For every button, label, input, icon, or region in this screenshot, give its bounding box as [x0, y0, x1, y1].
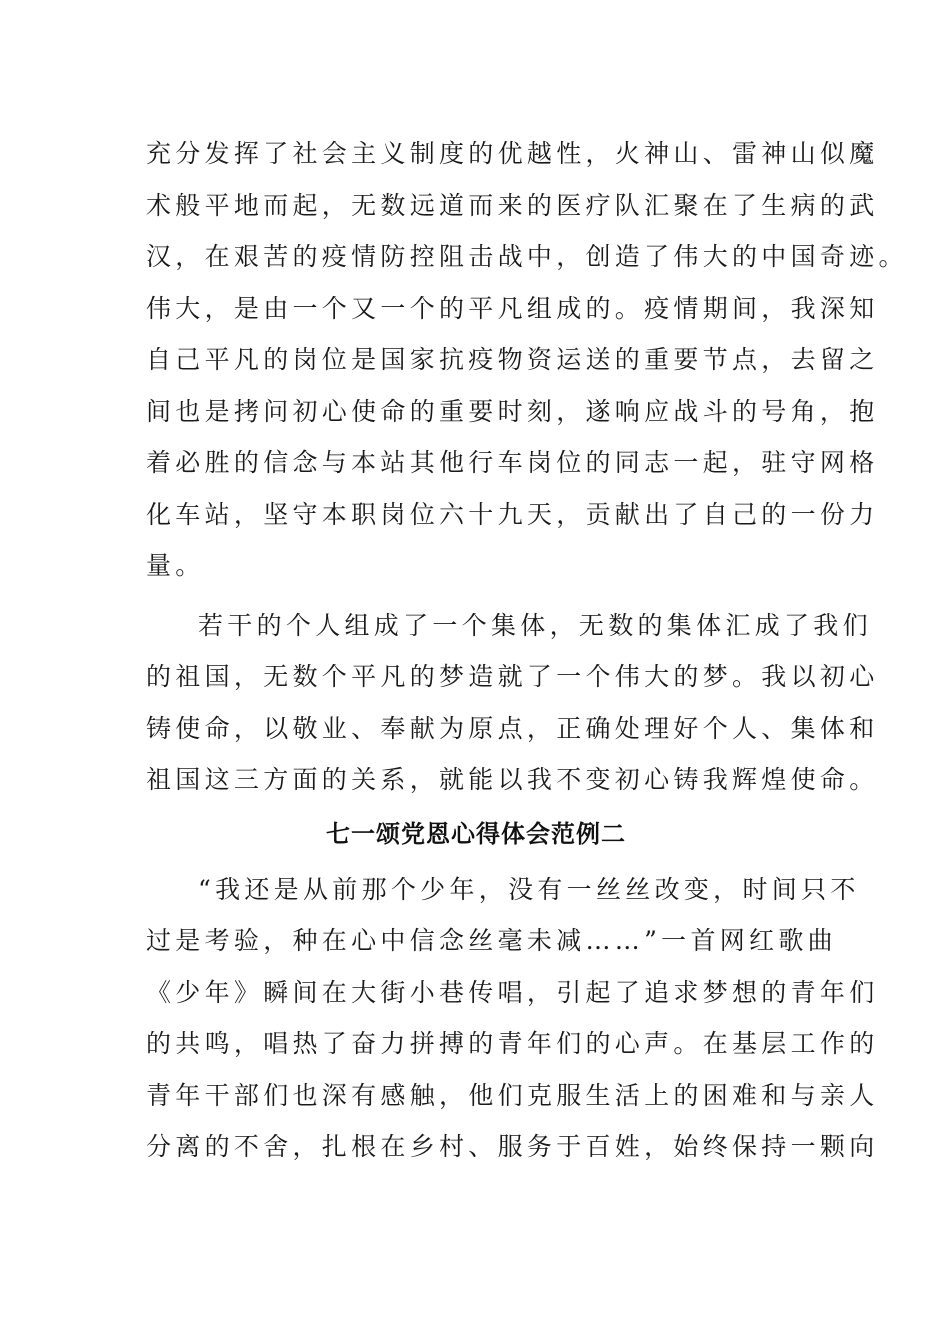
text-line: 的共鸣，唱热了奋力拼搏的青年们的心声。在基层工作的: [146, 1029, 879, 1058]
text-line: 着必胜的信念与本站其他行车岗位的同志一起，驻守网格: [146, 448, 879, 477]
text-line: 过是考验，种在心中信念丝毫未减……”一首网红歌曲: [146, 926, 837, 955]
text-line: 的祖国，无数个平凡的梦造就了一个伟大的梦。我以初心: [146, 662, 879, 691]
paragraph-spacer: [146, 592, 806, 600]
section-heading: 七一颂党恩心得体会范例二: [326, 819, 626, 848]
text-line: 分离的不舍，扎根在乡村、服务于百姓，始终保持一颗向: [146, 1132, 879, 1161]
text-line: 祖国这三方面的关系，就能以我不变初心铸我辉煌使命。: [146, 765, 879, 794]
paragraph-3: [146, 864, 879, 1173]
text-line: 化车站，坚守本职岗位六十九天，贡献出了自己的一份力: [146, 499, 879, 529]
paragraph-2: [146, 600, 879, 806]
document-body: [146, 128, 908, 1173]
text-line: 伟大，是由一个又一个的平凡组成的。疫情期间，我深知: [146, 293, 879, 323]
text-line: 量。: [146, 551, 205, 580]
text-line: “我还是从前那个少年，没有一丝丝改变，时间只不: [198, 874, 860, 904]
text-line: 青年干部们也深有感触，他们克服生活上的困难和与亲人: [146, 1080, 879, 1110]
text-line: 《少年》瞬间在大街小巷传唱，引起了追求梦想的青年们: [146, 977, 879, 1007]
paragraph-1: [146, 128, 908, 592]
text-line: 汉，在艰苦的疫情防控阻击战中，创造了伟大的中国奇迹。: [146, 242, 908, 271]
text-line: 铸使命，以敬业、奉献为原点，正确处理好个人、集体和: [146, 713, 879, 743]
text-line: 充分发挥了社会主义制度的优越性，火神山、雷神山似魔: [146, 139, 879, 168]
text-line: 自己平凡的岗位是国家抗疫物资运送的重要节点，去留之: [146, 345, 879, 374]
text-line: 若干的个人组成了一个集体，无数的集体汇成了我们: [198, 610, 872, 640]
text-line: 间也是拷问初心使命的重要时刻，遂响应战斗的号角，抱: [146, 396, 879, 426]
text-line: 术般平地而起，无数远道而来的医疗队汇聚在了生病的武: [146, 190, 879, 220]
